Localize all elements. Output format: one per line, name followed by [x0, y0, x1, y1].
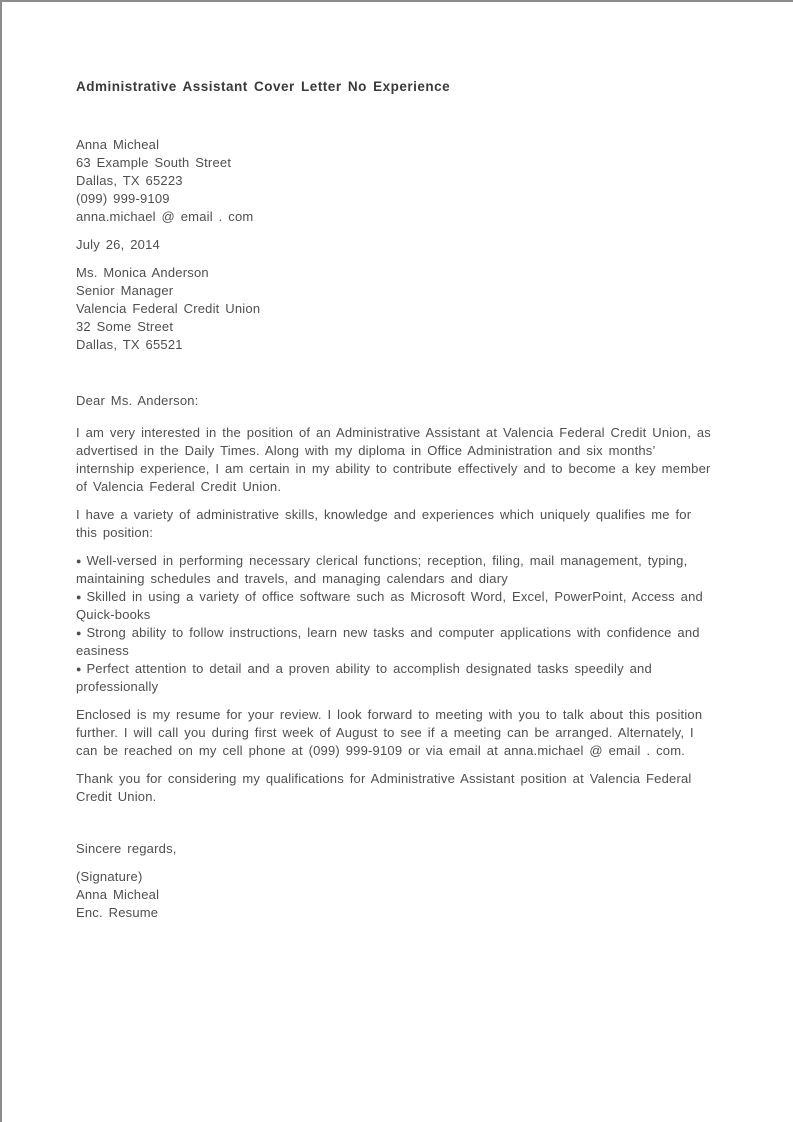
sender-phone: (099) 999-9109 — [76, 191, 170, 206]
bullet-item — [76, 588, 715, 624]
bullet-marker: ● — [76, 664, 82, 674]
bullet-text: Strong ability to follow instructions, learn new tasks and computer applications with confidence and easiness — [76, 625, 700, 658]
bullet-item — [76, 624, 715, 660]
bullet-item — [76, 552, 715, 588]
sender-street: 63 Example South Street — [76, 155, 232, 170]
closing-block — [76, 840, 715, 922]
paragraph-intro: I am very interested in the position of an Administrative Assistant at Valencia Federal Credit Union, as advertised in the Daily Times. Along with my diploma in Office Administration and six months’ internship experience, I am certain in my ability to contribute effectively and to become a key member of Valencia Federal Credit Union. — [76, 425, 711, 494]
signer-name: Anna Micheal — [76, 887, 160, 902]
bullet-text: Skilled in using a variety of office software such as Microsoft Word, Excel, PowerPoint, Access and Quick-books — [76, 589, 703, 622]
paragraph-skills-intro: I have a variety of administrative skills, knowledge and experiences which uniquely qualifies me for this position: — [76, 507, 692, 540]
salutation: Dear Ms. Anderson: — [76, 393, 199, 408]
bullet-marker: ● — [76, 628, 82, 638]
valediction: Sincere regards, — [76, 841, 177, 856]
recipient-block — [76, 264, 715, 354]
bullet-marker: ● — [76, 592, 82, 602]
date-line: July 26, 2014 — [76, 237, 160, 252]
sender-city: Dallas, TX 65223 — [76, 173, 183, 188]
sender-name: Anna Micheal — [76, 137, 160, 152]
enclosure-note: Enc. Resume — [76, 905, 159, 920]
bullet-list — [76, 552, 715, 696]
bullet-marker: ● — [76, 556, 82, 566]
signature-placeholder: (Signature) — [76, 869, 143, 884]
paragraph-enclosed: Enclosed is my resume for your review. I look forward to meeting with you to talk about this position further. I will call you during first week of August to see if a meeting can be arranged. Alternately, I can be reached on my cell phone at (099) 999-9109 or via email at anna.michael @ email . com. — [76, 707, 703, 758]
bullet-text: Well-versed in performing necessary clerical functions; reception, filing, mail management, typing, maintaining schedules and travels, and managing calendars and diary — [76, 553, 688, 586]
bullet-text: Perfect attention to detail and a proven ability to accomplish designated tasks speedily and professionally — [76, 661, 652, 694]
paragraph-thanks: Thank you for considering my qualifications for Administrative Assistant position at Valencia Federal Credit Union. — [76, 771, 692, 804]
sender-email: anna.michael @ email . com — [76, 209, 254, 224]
recipient-city: Dallas, TX 65521 — [76, 337, 183, 352]
recipient-street: 32 Some Street — [76, 319, 174, 334]
sender-block — [76, 136, 715, 226]
bullet-item — [76, 660, 715, 696]
signature-group — [76, 868, 715, 904]
recipient-job-title: Senior Manager — [76, 283, 174, 298]
letter-title: Administrative Assistant Cover Letter No Experience — [76, 79, 451, 94]
recipient-name: Ms. Monica Anderson — [76, 265, 209, 280]
recipient-company: Valencia Federal Credit Union — [76, 301, 261, 316]
